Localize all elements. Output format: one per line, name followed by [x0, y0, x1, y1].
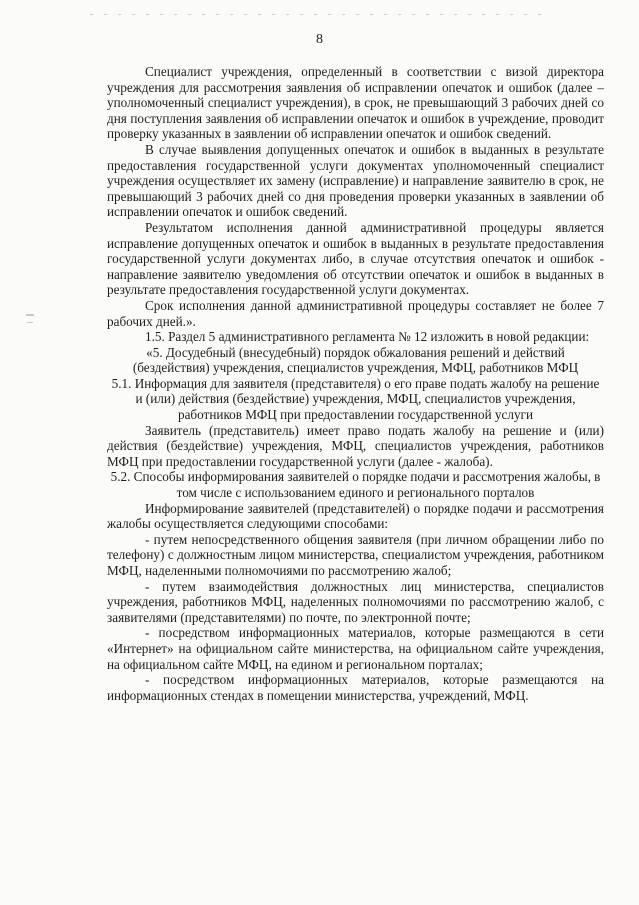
- paragraph: В случае выявления допущенных опечаток и ошибок в выданных в результате предоставления государственной услуги документах уполномоченный специалист учреждения осуществляет их замену (исправление) и направление заявителю в срок, не превышающий 3 рабочих дней со дня проведения проверки указанных в заявлении об исправлении опечаток и ошибок сведений.: [107, 141, 604, 220]
- paragraph: Срок исполнения данной административной процедуры составляет не более 7 рабочих дней.».: [107, 297, 604, 329]
- paragraph: Результатом исполнения данной административной процедуры является исправление допущенных опечаток и ошибок в выданных в результате предоставления государственной услуги документах либо, в случае отсутствия опечаток и ошибок - направление заявителю уведомления об отсутствии опечаток и ошибок в выданных в результате предоставления государственной услуги документах.: [107, 219, 604, 298]
- list-item: - путем непосредственного общения заявителя (при личном обращении либо по телефону) с должностным лицом министерства, специалистом учреждения, работником МФЦ, наделенными полномочиями по рассмотрению жалоб;: [107, 531, 604, 578]
- list-item: - посредством информационных материалов, которые размещаются в сети «Интернет» на официальном сайте министерства, на официальном сайте учреждения, на официальном сайте МФЦ, на едином и региональном порталах;: [107, 625, 604, 672]
- scan-noise-top: [90, 14, 550, 15]
- list-item: - путем взаимодействия должностных лиц министерства, специалистов учреждения, работников МФЦ, наделенных полномочиями по рассмотрению жалоб, с заявителями (представителями) по почте, по электронной почте;: [107, 578, 604, 625]
- paragraph: Специалист учреждения, определенный в соответствии с визой директора учреждения для рассмотрения заявления об исправлении опечаток и ошибок (далее – уполномоченный специалист учреждения), в срок, не превышающий 3 рабочих дней со дня поступления заявления об исправлении опечаток и ошибок в учреждение, проводит проверку указанных в заявлении об исправлении опечаток и ошибок сведений.: [107, 64, 604, 142]
- section-title: «5. Досудебный (внесудебный) порядок обжалования решений и действий (бездействия) учреждения, специалистов учреждения, МФЦ, работников МФЦ: [132, 344, 579, 376]
- paragraph: Информирование заявителей (представителей) о порядке подачи и рассмотрения жалобы осуществляется следующими способами:: [107, 500, 604, 532]
- document-body: [107, 64, 604, 703]
- scan-mark-left-2: [27, 322, 33, 323]
- paragraph: 1.5. Раздел 5 административного регламента № 12 изложить в новой редакции:: [145, 329, 590, 345]
- subsection-5-1-text: Заявитель (представитель) имеет право подать жалобу на решение и (или) действия (бездействие) учреждения, МФЦ, специалистов учреждения, работников МФЦ при предоставлении государственной услуги (далее - жалоба).: [107, 422, 604, 469]
- subsection-5-1-title: 5.1. Информация для заявителя (представителя) о его праве подать жалобу на решение и (или) действия (бездействие) учреждения, МФЦ, специалистов учреждения, работников МФЦ при предоставлении государственной услуги: [111, 375, 600, 423]
- scan-mark-left-1: [26, 314, 34, 316]
- list-item: - посредством информационных материалов, которые размещаются на информационных стендах в помещении министерства, учреждений, МФЦ.: [107, 672, 604, 703]
- page-number: 8: [316, 32, 323, 47]
- subsection-5-2-title: 5.2. Способы информирования заявителей о порядке подачи и рассмотрения жалобы, в том числе с использованием единого и регионального порталов: [110, 469, 601, 501]
